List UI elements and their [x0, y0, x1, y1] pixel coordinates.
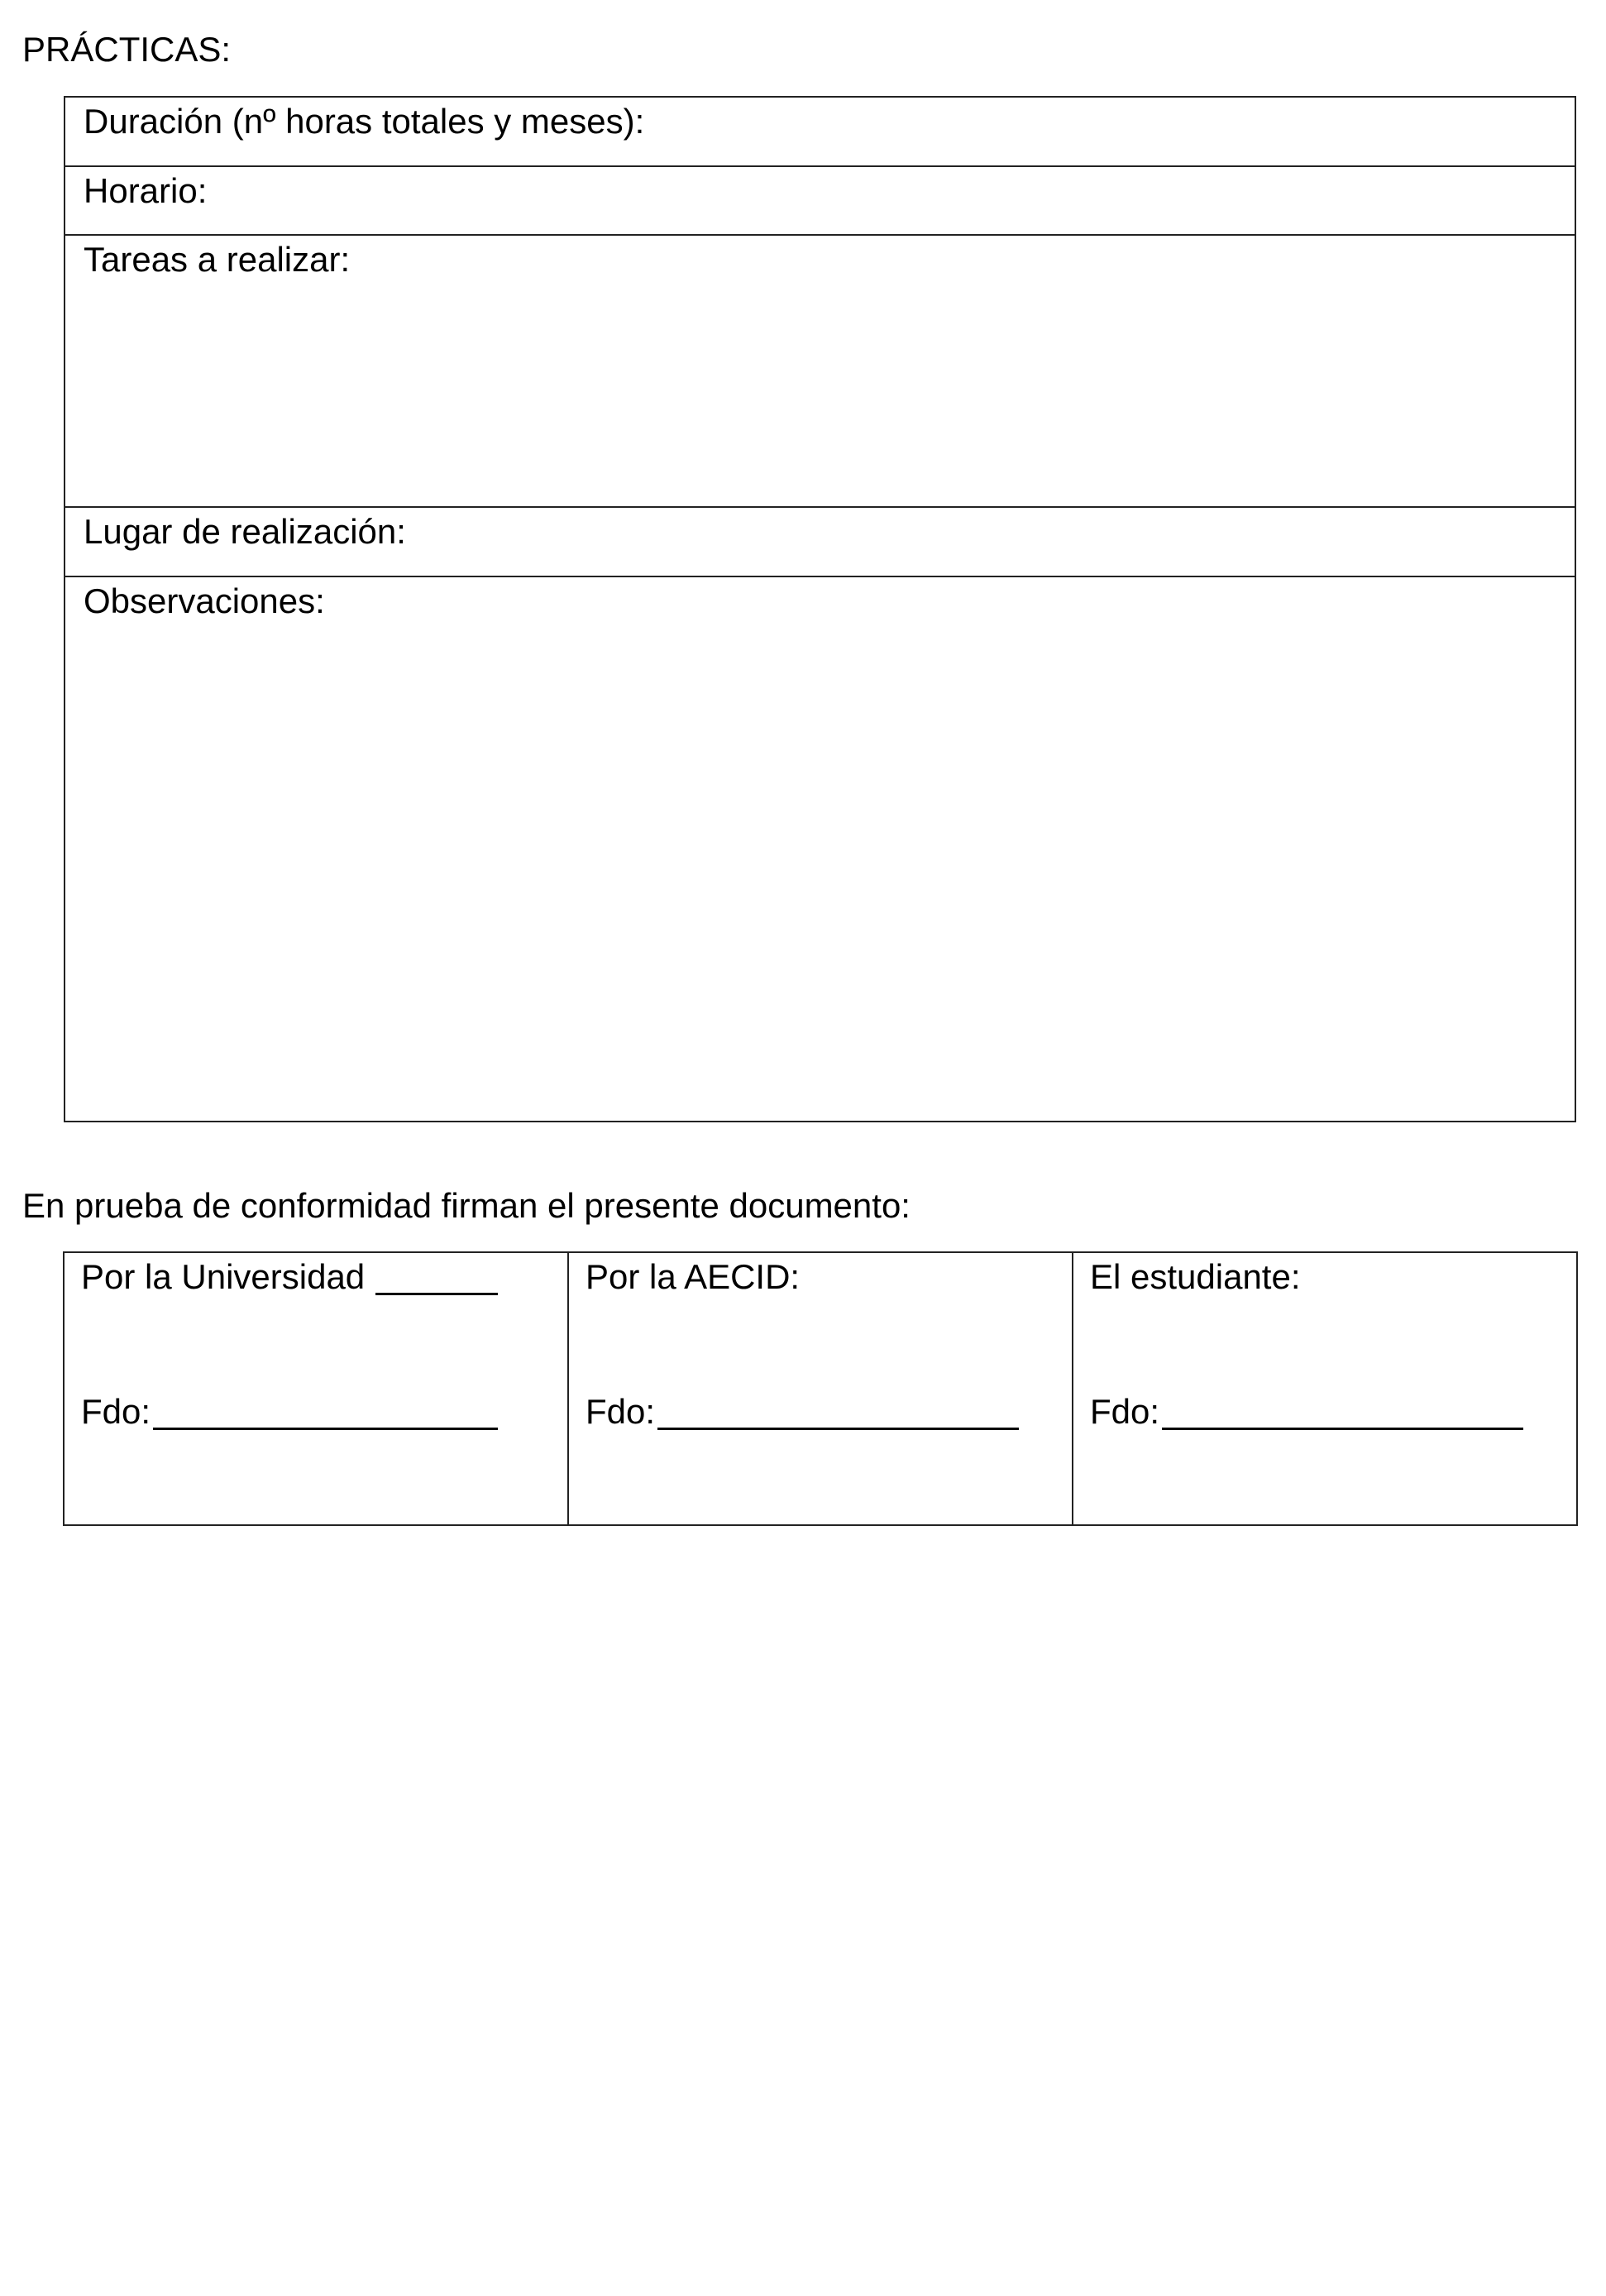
universidad-signature-cell[interactable]: [65, 1253, 569, 1524]
aecid-signature-cell[interactable]: [569, 1253, 1073, 1524]
tareas-label: Tareas a realizar:: [84, 240, 351, 279]
observaciones-row[interactable]: [65, 577, 1575, 1121]
observaciones-label: Observaciones:: [84, 581, 325, 620]
duracion-row[interactable]: [65, 98, 1575, 167]
estudiante-title: El estudiante:: [1090, 1257, 1301, 1296]
estudiante-fdo-label: Fdo:: [1090, 1392, 1160, 1431]
aecid-signature-line[interactable]: [657, 1428, 1019, 1430]
conformidad-intro: En prueba de conformidad firman el presente documento:: [22, 1186, 911, 1225]
horario-row[interactable]: [65, 167, 1575, 236]
practicas-table: [64, 96, 1576, 1122]
universidad-fdo-label: Fdo:: [81, 1392, 151, 1431]
tareas-row[interactable]: [65, 236, 1575, 508]
aecid-title: Por la AECID:: [586, 1257, 801, 1296]
estudiante-signature-cell[interactable]: [1073, 1253, 1576, 1524]
horario-label: Horario:: [84, 171, 208, 210]
universidad-title: Por la Universidad: [81, 1257, 366, 1296]
practicas-heading: PRÁCTICAS:: [22, 30, 232, 69]
signature-table: [63, 1251, 1578, 1526]
lugar-row[interactable]: [65, 508, 1575, 577]
aecid-fdo-label: Fdo:: [586, 1392, 656, 1431]
universidad-signature-line[interactable]: [153, 1428, 498, 1430]
estudiante-signature-line[interactable]: [1162, 1428, 1523, 1430]
lugar-label: Lugar de realización:: [84, 512, 406, 551]
duracion-label: Duración (nº horas totales y meses):: [84, 102, 645, 141]
universidad-title-blank: [375, 1293, 498, 1295]
